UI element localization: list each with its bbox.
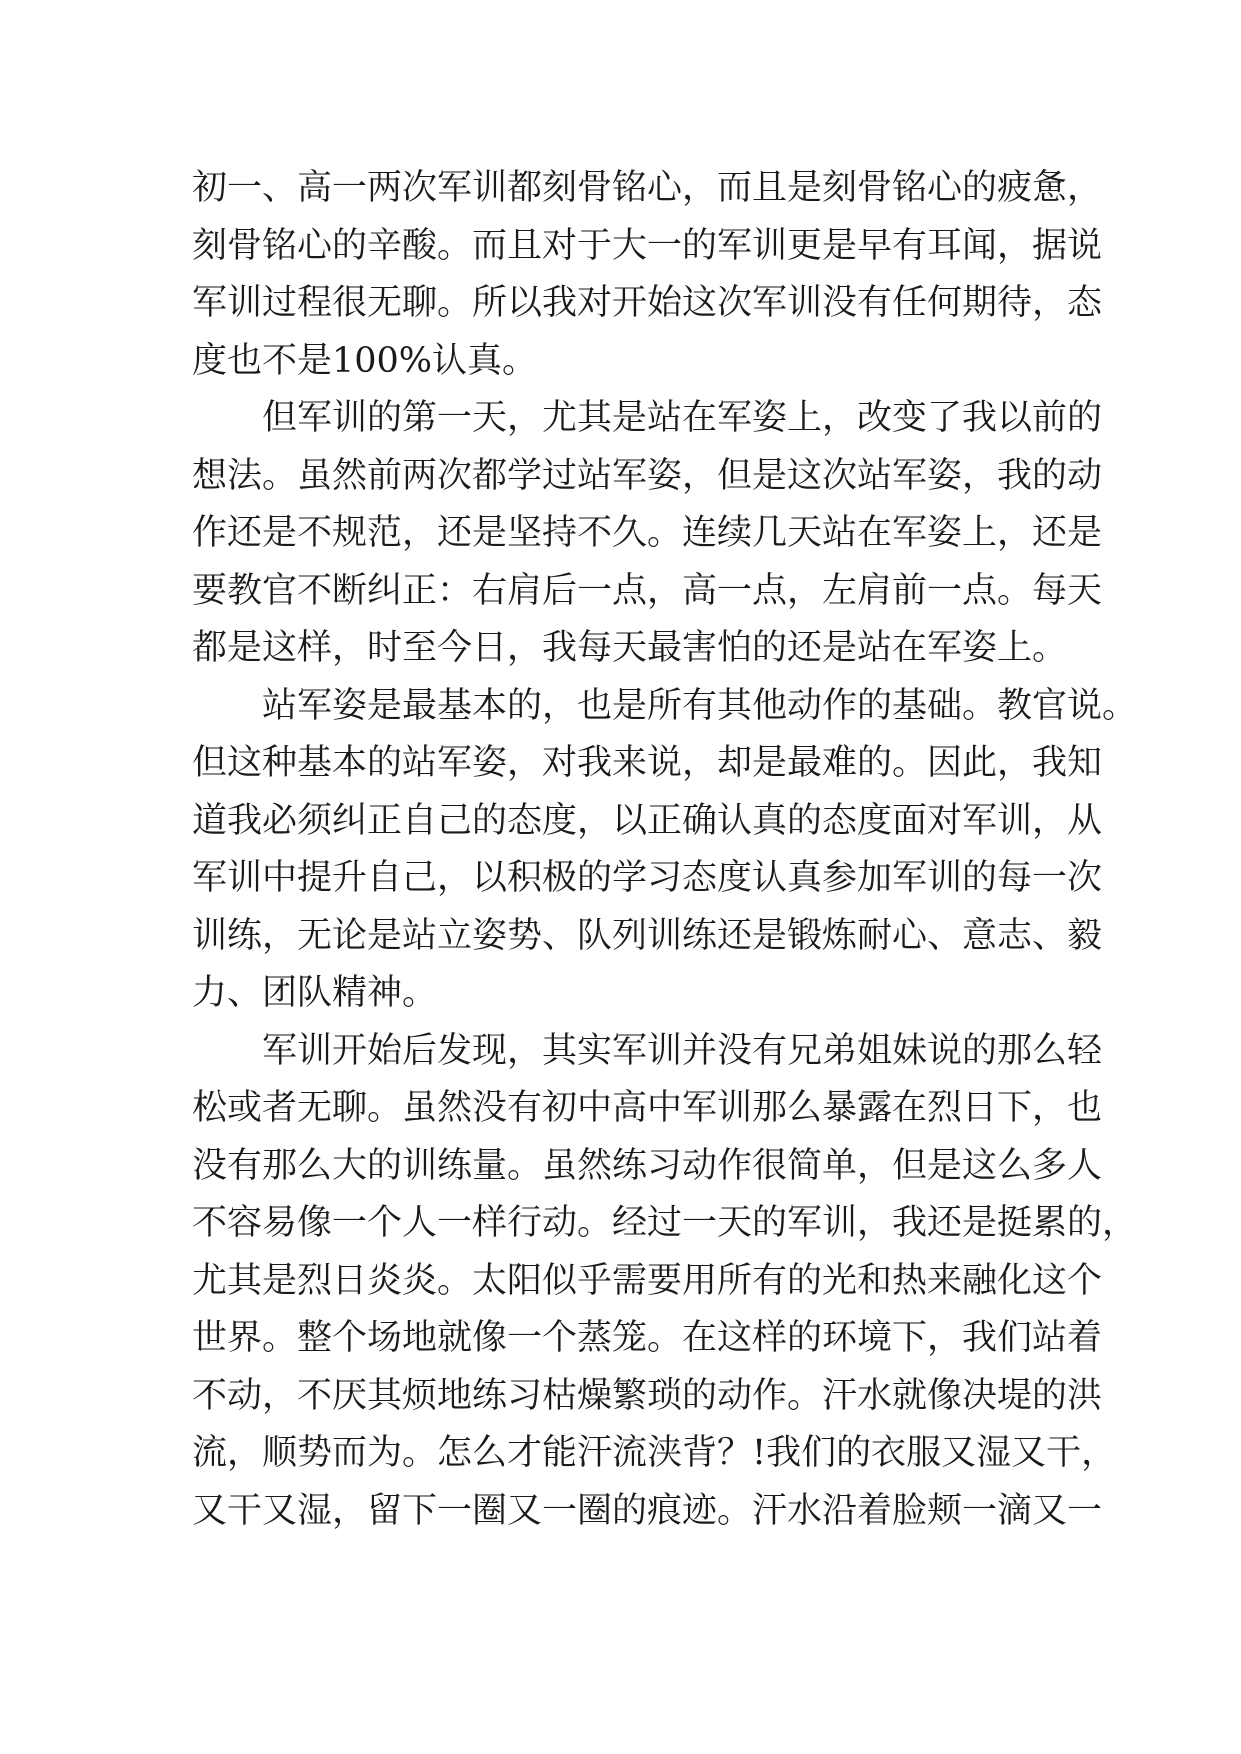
text-line: 尤其是烈日炎炎。太阳似乎需要用所有的光和热来融化这个 [192,1260,1103,1301]
paragraph-4 [192,1023,1138,1541]
text-line: 初一、高一两次军训都刻骨铭心，而且是刻骨铭心的疲惫， [192,168,1103,208]
text-line: 站军姿是最基本的，也是所有其他动作的基础。教官说。 [262,685,1138,726]
text-line: 想法。虽然前两次都学过站军姿，但是这次站军姿，我的动 [192,455,1103,496]
text-line: 军训开始后发现，其实军训并没有兄弟姐妹说的那么轻 [262,1030,1103,1071]
text-line: 不动，不厌其烦地练习枯燥繁琐的动作。汗水就像决堤的洪 [192,1375,1103,1416]
text-line: 又干又湿，留下一圈又一圈的痕迹。汗水沿着脸颊一滴又一 [192,1490,1103,1531]
text-line: 都是这样，时至今日，我每天最害怕的还是站在军姿上。 [192,628,1068,668]
text-line: 但军训的第一天，尤其是站在军姿上，改变了我以前的 [262,398,1103,438]
paragraph-3 [192,678,1138,1023]
text-line: 训练，无论是站立姿势、队列训练还是锻炼耐心、意志、毅 [192,915,1103,956]
text-line: 世界。整个场地就像一个蒸笼。在这样的环境下，我们站着 [192,1318,1103,1358]
text-line: 度也不是100%认真。 [192,340,538,381]
text-line: 要教官不断纠正：右肩后一点，高一点，左肩前一点。每天 [192,570,1103,611]
text-line: 流，顺势而为。怎么才能汗流浃背？!我们的衣服又湿又干， [192,1433,1117,1473]
text-line: 道我必须纠正自己的态度，以正确认真的态度面对军训，从 [192,800,1103,841]
paragraph-1 [192,160,1103,390]
text-line: 军训过程很无聊。所以我对开始这次军训没有任何期待，态 [192,283,1103,323]
text-line: 军训中提升自己，以积极的学习态度认真参加军训的每一次 [192,858,1103,898]
text-line: 力、团队精神。 [192,973,438,1013]
text-line: 但这种基本的站军姿，对我来说，却是最难的。因此，我知 [192,743,1103,783]
text-line: 没有那么大的训练量。虽然练习动作很简单，但是这么多人 [192,1145,1103,1186]
text-line: 刻骨铭心的辛酸。而且对于大一的军训更是早有耳闻，据说 [192,225,1103,266]
body-text [192,160,1138,1540]
text-line: 作还是不规范，还是坚持不久。连续几天站在军姿上，还是 [192,513,1103,553]
text-line: 松或者无聊。虽然没有初中高中军训那么暴露在烈日下，也 [192,1088,1103,1128]
text-line: 不容易像一个人一样行动。经过一天的军训，我还是挺累的， [192,1203,1138,1243]
paragraph-2 [192,390,1103,678]
